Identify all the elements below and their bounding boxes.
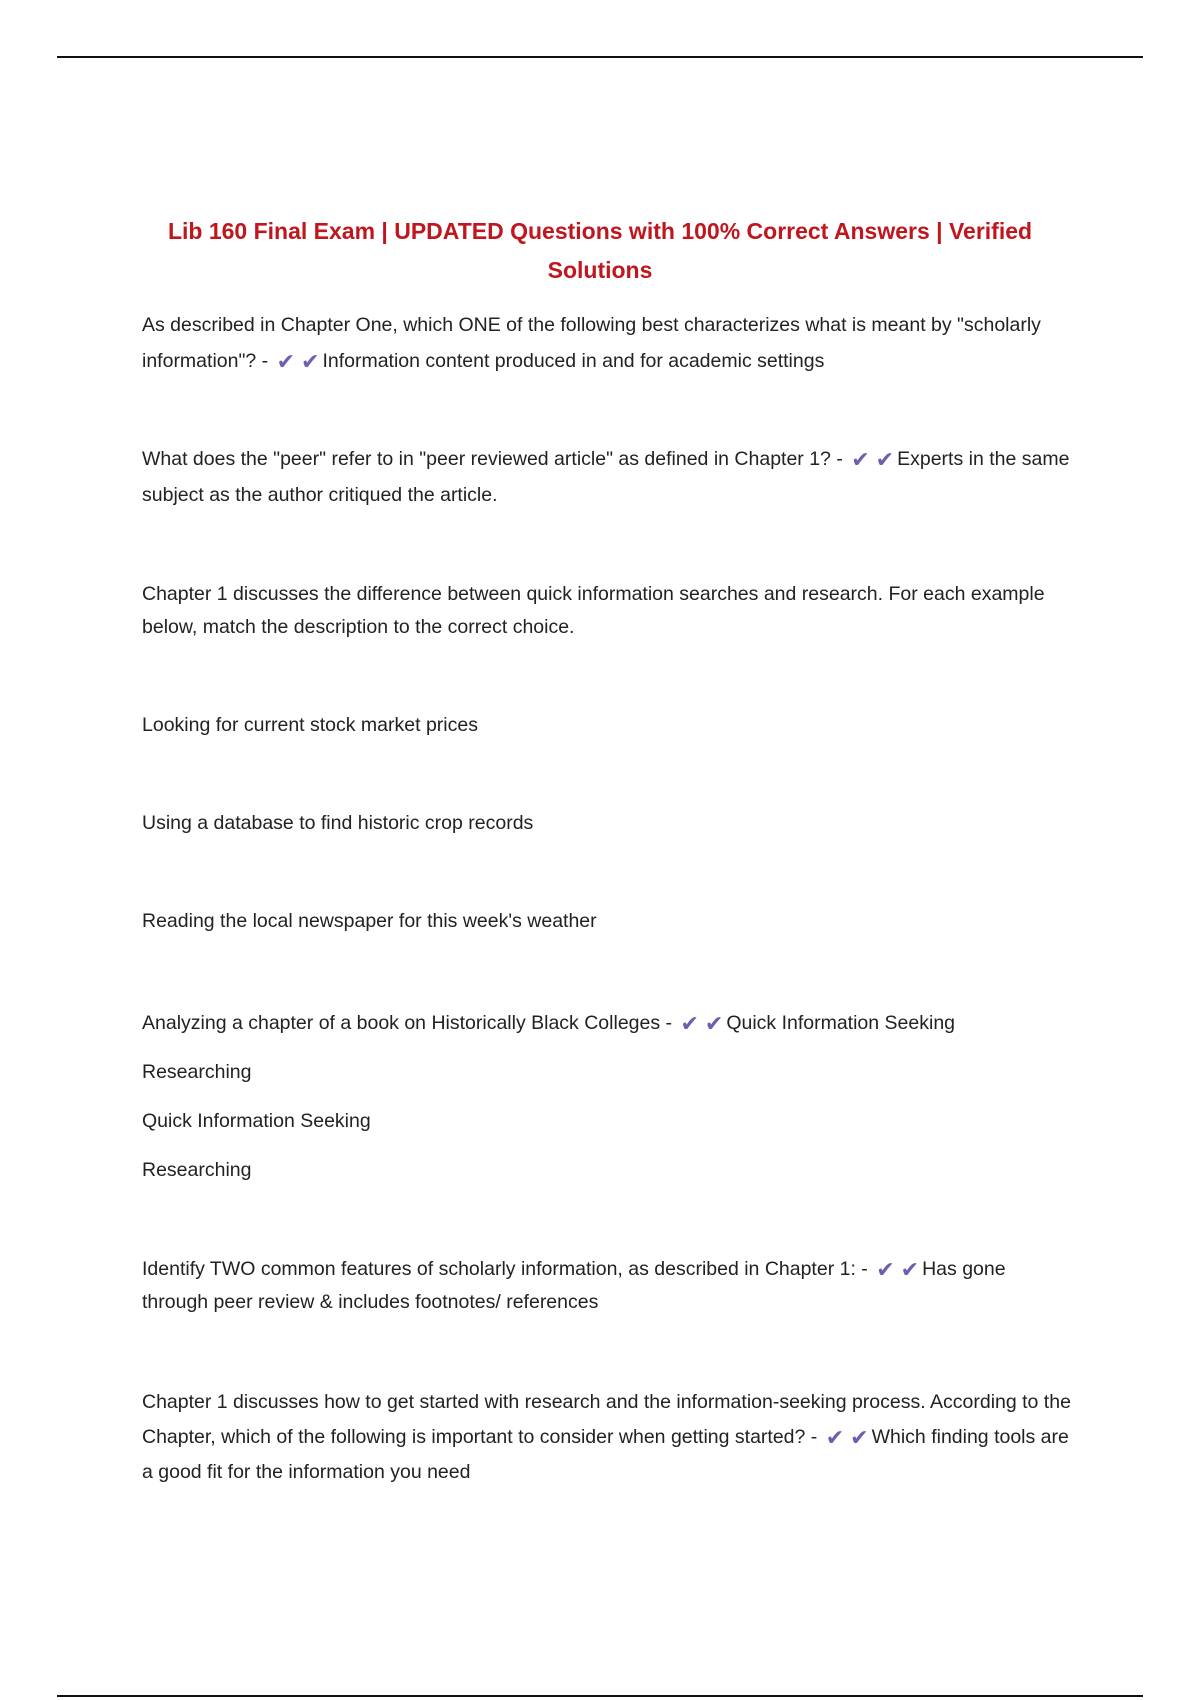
qa-item-9 bbox=[142, 1103, 1072, 1139]
answer-text: Information content produced in and for academic settings bbox=[322, 350, 825, 372]
check-icon: ✔ bbox=[900, 1257, 920, 1282]
qa-item-6 bbox=[142, 903, 1072, 939]
check-icon: ✔ bbox=[301, 349, 320, 374]
qa-item-4 bbox=[142, 707, 1072, 743]
top-rule bbox=[57, 56, 1143, 58]
question-text: Researching bbox=[142, 1061, 252, 1083]
check-icon: ✔ bbox=[276, 349, 295, 374]
check-icon: ✔ bbox=[876, 1257, 895, 1282]
question-text: As described in Chapter One, which ONE of the following best characterizes what is meant by "scholarly information"? - bbox=[142, 314, 1041, 372]
question-text: Chapter 1 discusses the difference between quick information searches and research. For each example below, match the description to the correct choice. bbox=[142, 583, 1045, 638]
qa-item-11 bbox=[142, 1253, 1072, 1319]
qa-item-10 bbox=[142, 1152, 1072, 1188]
qa-item-1 bbox=[142, 307, 1072, 379]
check-icon: ✔ bbox=[875, 447, 895, 472]
check-icon: ✔ bbox=[850, 1425, 869, 1450]
qa-item-2 bbox=[142, 441, 1072, 513]
check-icon: ✔ bbox=[680, 1011, 699, 1036]
question-text: Quick Information Seeking bbox=[142, 1110, 371, 1132]
question-text: Analyzing a chapter of a book on Historically Black Colleges - bbox=[142, 1012, 673, 1034]
check-icon: ✔ bbox=[825, 1425, 845, 1450]
qa-item-8 bbox=[142, 1054, 1072, 1090]
document-title: Lib 160 Final Exam | UPDATED Questions with 100% Correct Answers | Verified Solutions bbox=[167, 218, 1033, 283]
question-text: Identify TWO common features of scholarly information, as described in Chapter 1: - bbox=[142, 1258, 868, 1280]
question-text: What does the "peer" refer to in "peer reviewed article" as defined in Chapter 1? - bbox=[142, 448, 843, 470]
question-text: Researching bbox=[142, 1159, 252, 1181]
question-text: Using a database to find historic crop records bbox=[142, 812, 534, 834]
check-icon: ✔ bbox=[851, 447, 870, 472]
answer-text: Has gone through peer review & includes footnotes/ references bbox=[142, 1258, 1006, 1313]
qa-item-7 bbox=[142, 1005, 1072, 1041]
bottom-rule bbox=[57, 1695, 1143, 1697]
qa-item-5 bbox=[142, 805, 1072, 841]
answer-text: Which finding tools are a good fit for the information you need bbox=[142, 1426, 1069, 1483]
answer-text: Quick Information Seeking bbox=[726, 1012, 956, 1034]
answer-text: Experts in the same subject as the author critiqued the article. bbox=[142, 448, 1070, 506]
question-text: Reading the local newspaper for this week's weather bbox=[142, 910, 597, 932]
question-text: Chapter 1 discusses how to get started with research and the information-seeking process. According to the Chapter, which of the following is important to consider when getting started? - bbox=[142, 1391, 1071, 1448]
qa-item-12 bbox=[142, 1385, 1072, 1490]
check-icon: ✔ bbox=[704, 1011, 724, 1036]
question-text: Looking for current stock market prices bbox=[142, 714, 478, 736]
qa-item-3 bbox=[142, 578, 1072, 644]
